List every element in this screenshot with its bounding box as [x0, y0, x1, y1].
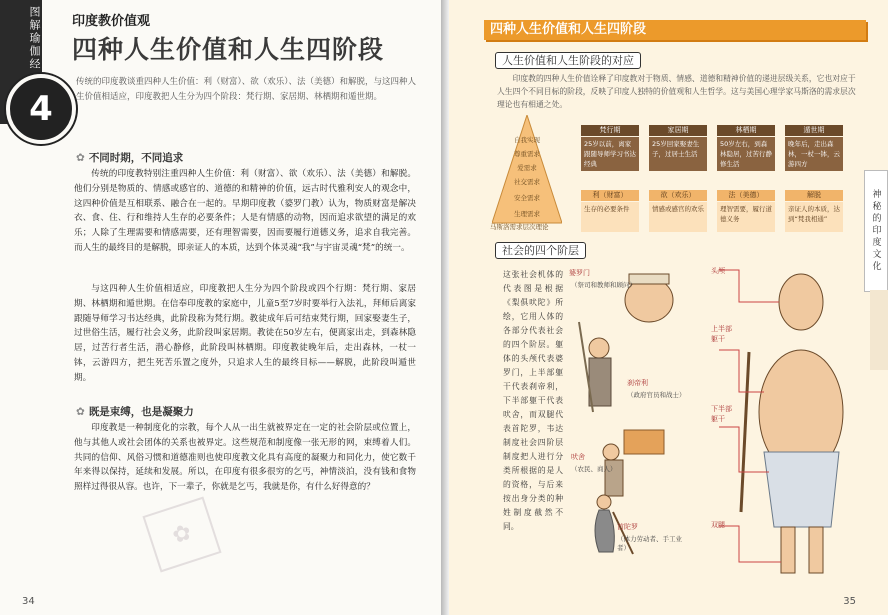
value-name: 解脱	[785, 190, 843, 201]
value-name: 法（美德）	[717, 190, 775, 201]
stage-name: 梵行期	[581, 125, 639, 136]
pyramid-level: 自我实现	[514, 136, 540, 144]
stage-desc: 晚年后，走出森林，一杖一钵，云游四方	[785, 137, 843, 171]
pyramid-level: 社交需求	[514, 178, 540, 186]
section-heading-2: ✿ 既是束缚，也是凝聚力	[76, 406, 194, 418]
stage-desc: 50岁左右，到森林隐居，过苦行静修生活	[717, 137, 775, 171]
value-desc: 理智需要，履行道德义务	[717, 202, 775, 232]
caste-role: （政府官员和战士）	[627, 391, 686, 399]
pyramid-caption: 马斯洛需求层次理论	[490, 223, 549, 231]
watermark-stamp: ✿	[142, 497, 221, 573]
body-part-label: 双腿	[711, 521, 725, 529]
caste-illustration	[569, 262, 869, 592]
flower-icon: ✿	[76, 406, 85, 418]
section2-paragraph-1: 印度教是一种制度化的宗教，每个人从一出生就被界定在一定的社会阶层或位置上，他与其他人或社会团体的关系也被界定。这些规范和制度像一张无形的网，束缚着人们。共同的信仰、风俗习惯和道德准则也使印度教文化具有高度的凝聚力和同化力，使它数千年来得以保持，延续和发展。所以，在印度有很多很穷的乞丐，神情淡泊，没有钱和食物照样过得很从容。也许，下一辈子，你就是乞丐，我就是你，有什么好得意的？	[74, 423, 416, 493]
chapter-title: 四种人生价值和人生四阶段	[72, 35, 385, 64]
stage-name: 遁世期	[785, 125, 843, 136]
right-intro: 印度教的四种人生价值诠释了印度教对于物质、情感、道德和精神价值的递进层级关系，它也对应于人生四个不同目标的阶段，反映了印度人独特的价值观和人生哲学。这与美国心理学家马斯洛的需求层次理论也有相通之处。	[497, 74, 856, 109]
page-number-right: 35	[843, 596, 856, 607]
subheading-four-castes: 社会的四个阶层	[495, 242, 586, 259]
caste-name: 首陀罗	[617, 523, 638, 531]
body-part-label: 下半部躯干	[711, 405, 732, 423]
value-name: 利（财富）	[581, 190, 639, 201]
maslow-pyramid	[492, 115, 562, 225]
caste-name: 刹帝利	[627, 379, 648, 387]
chapter-number-badge: 4	[6, 74, 76, 144]
stage-desc: 25岁以前，离家跟随导师学习书达经典	[581, 137, 639, 171]
decorative-strip	[870, 290, 888, 370]
side-tab: 图解瑜伽经	[0, 0, 42, 124]
caste-role: （农民、商人）	[571, 465, 617, 473]
chapter-subtitle: 印度教价值观	[72, 14, 151, 29]
subheading-correspondence: 人生价值和人生阶段的对应	[495, 52, 641, 69]
caste-role: （祭司和教师和顾问）	[571, 281, 636, 289]
pyramid-level: 生理需求	[514, 210, 540, 218]
chapter-intro: 传统的印度教谈重四种人生价值：利（财富）、欲（欢乐）、法（美德）和解脱，与这四种人生价值相适应，印度教把人生分为四个阶段：梵行期、家居期、林栖期和遁世期。	[76, 77, 417, 102]
value-name: 欲（欢乐）	[649, 190, 707, 201]
caste-role: （体力劳动者、手工业者）	[617, 535, 682, 552]
pyramid-level: 安全需求	[514, 194, 540, 202]
book-gutter	[441, 0, 449, 615]
value-desc: 亲证人的本质，达到“梵我相通”	[785, 202, 843, 232]
body-part-label: 上半部躯干	[711, 325, 732, 343]
section1-paragraph-2: 与这四种人生价值相适应，印度教把人生分为四个阶段或四个行期：梵行期、家居期、林栖期和遁世期。在信奉印度教的家庭中，儿童5至7岁时要举行入法礼，拜师后离家跟随导师学习书达经典，此阶段称为梵行期。教徒成年后可结束梵行期，回家娶妻生子，过世俗生活，履行社会义务，此阶段叫家居期。教徒在50岁左右，便离家出走，到森林隐居，过苦行者生活，潜心静修，此阶段叫林栖期。印度教徒晚年后，走出森林，一杖一钵，云游四方，把生死苦乐置之度外，只追求人生的最终目标——解脱，此阶段叫遁世期。	[74, 284, 416, 383]
pyramid-level: 爱需求	[517, 164, 537, 172]
body-part-label: 头颅	[711, 267, 725, 275]
caste-name: 婆罗门	[569, 269, 590, 277]
caste-name: 吠舍	[571, 453, 585, 461]
page-number-left: 34	[22, 596, 35, 607]
stage-name: 家居期	[649, 125, 707, 136]
stage-desc: 25岁回家娶妻生子，过居士生活	[649, 137, 707, 171]
value-desc: 生存的必要条件	[581, 202, 639, 232]
right-page	[449, 0, 888, 615]
stage-name: 林栖期	[717, 125, 775, 136]
left-page	[0, 0, 441, 615]
pyramid-level: 尊重需求	[514, 150, 540, 158]
right-banner: 四种人生价值和人生四阶段	[484, 20, 866, 40]
value-desc: 情感或感官的欢乐	[649, 202, 707, 232]
section1-paragraph-1: 传统的印度教特别注重四种人生价值：利（财富）、欲（欢乐）、法（美德）和解脱。他们分别是物质的、情感或感官的、道德的和精神的价值，远古时代雅利安人的观念中，这四种价值是互相联系、融合在一起的。早期印度教（婆罗门教）认为，物质财富是解决衣、食、住、行和维持人生存的必要条件；人是有情感的动物，因而追求欲望的满足的欢乐；人除了生理需要和情感需要，还有理智需要，因而要履行道德义务，追求自我完善。而人生的最终目的是解脱，即亲证人的本质，达到个体灵魂“我”与宇宙灵魂“梵”的统一。	[74, 169, 416, 253]
caste-description: 这张社会机体的代表图是根据《梨俱吠陀》所绘，它用人体的各部分代表社会的四个阶层。躯体的头颅代表婆罗门，上半部躯干代表刹帝利，下半部躯干代表吠舍，而双腿代表首陀罗，韦达制度社会四阶层制度把人进行分类所根据的是人的资格，与后来按出身分类的种姓制度截然不同。	[503, 270, 563, 531]
section-heading-1: ✿ 不同时期，不同追求	[76, 152, 184, 164]
flower-icon: ✿	[76, 152, 85, 164]
series-side-tab: 神秘的印度文化	[864, 170, 888, 292]
